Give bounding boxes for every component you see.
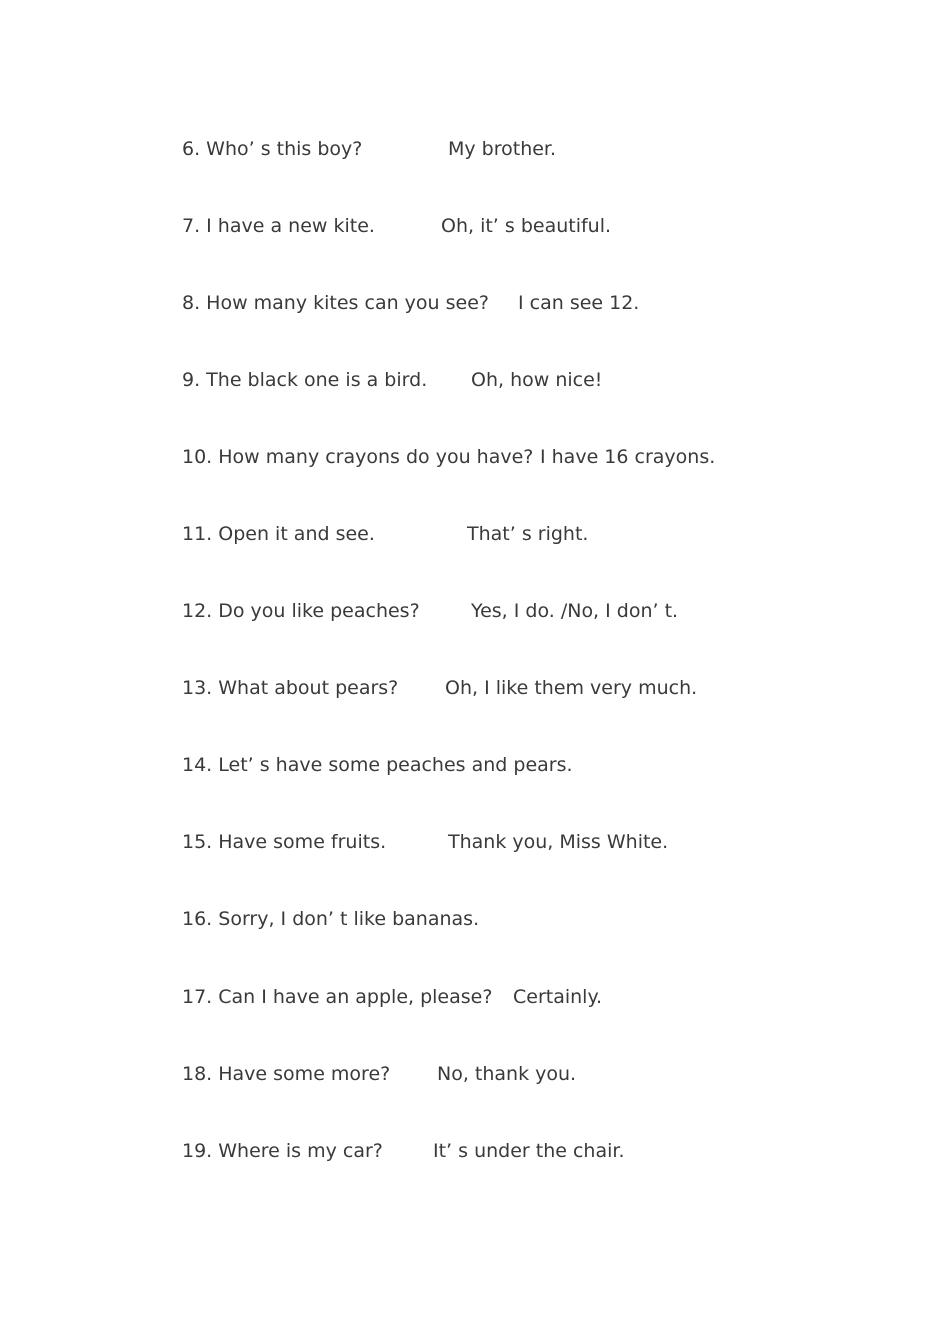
- question-text: 17. Can I have an apple, please?: [182, 986, 493, 1008]
- answer-text: Oh, it’ s beautiful.: [441, 215, 612, 237]
- answer-text: I have 16 crayons.: [540, 446, 716, 468]
- question-text: 19. Where is my car?: [182, 1140, 383, 1162]
- question-text: 7. I have a new kite.: [182, 215, 375, 237]
- question-text: 8. How many kites can you see?: [182, 292, 489, 314]
- question-text: 11. Open it and see.: [182, 523, 375, 545]
- answer-text: My brother.: [448, 138, 557, 160]
- question-text: 16. Sorry, I don’ t like bananas.: [182, 908, 480, 930]
- question-text: 12. Do you like peaches?: [182, 600, 420, 622]
- question-text: 10. How many crayons do you have?: [182, 446, 534, 468]
- answer-text: It’ s under the chair.: [433, 1140, 625, 1162]
- answer-text: Thank you, Miss White.: [448, 831, 669, 853]
- answer-text: No, thank you.: [437, 1063, 577, 1085]
- answer-text: Oh, how nice!: [471, 369, 603, 391]
- answer-text: Yes, I do. /No, I don’ t.: [471, 600, 679, 622]
- answer-text: I can see 12.: [518, 292, 640, 314]
- question-text: 9. The black one is a bird.: [182, 369, 428, 391]
- question-text: 15. Have some fruits.: [182, 831, 387, 853]
- question-text: 14. Let’ s have some peaches and pears.: [182, 754, 573, 776]
- question-text: 13. What about pears?: [182, 677, 399, 699]
- question-text: 18. Have some more?: [182, 1063, 391, 1085]
- answer-text: That’ s right.: [467, 523, 589, 545]
- answer-text: Oh, I like them very much.: [445, 677, 698, 699]
- answer-text: Certainly.: [513, 986, 603, 1008]
- question-text: 6. Who’ s this boy?: [182, 138, 363, 160]
